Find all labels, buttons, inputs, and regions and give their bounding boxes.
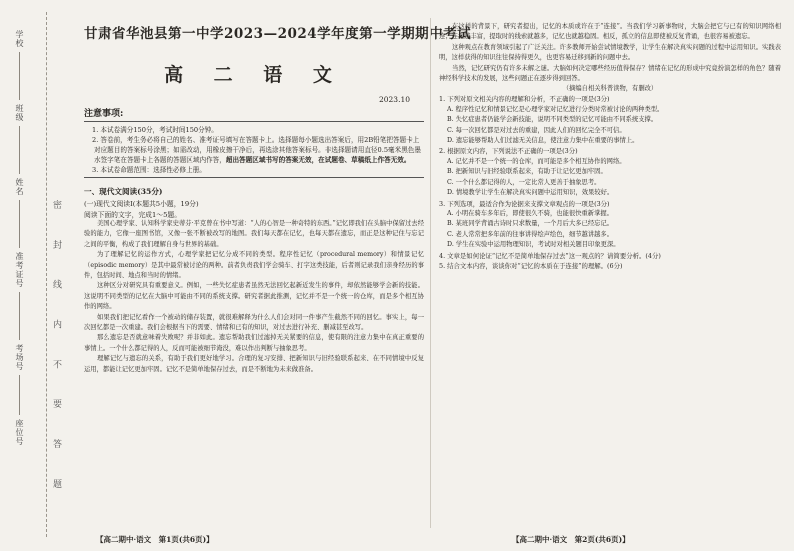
binding-field-exam-id: 准考证号: [15, 252, 24, 288]
question-option: D. 遗忘能够帮助人们过滤无关信息，使注意力集中在重要的事情上。: [447, 137, 639, 145]
question-option: A. 小明在骑车多年后，即使很久不骑，也能很快重新掌握。: [447, 209, 613, 217]
subject-title: 高 二 语 文: [164, 64, 344, 86]
question-option: C. 每一次回忆都是对过去的重建，因此人们的回忆完全不可信。: [447, 126, 626, 134]
passage-paragraph: 当然，记忆研究仍有许多未解之谜。大脑如何决定哪些经历值得保存？情绪在记忆的形成中究竟扮演怎样的角色？随着神经科学技术的发展，这些问题正在逐步得到回答。: [439, 64, 781, 83]
page-right: [439, 22, 781, 520]
passage-paragraph: 在这样的背景下，研究者提出，记忆的本质或许在于“连接”。当我们学习新事物时，大脑会把它与已有的知识网络相连；连接越丰富，提取时的线索就越多，记忆也就越稳固。相反，孤立的信息即使被反复背诵，也很容易被遗忘。: [439, 23, 781, 41]
exam-title: 甘肃省华池县第一中学2023—2024学年度第一学期期中考试: [84, 26, 472, 42]
question-option: A. 程序性记忆和情景记忆是心理学家对记忆进行分类时常被讨论的两种类型。: [447, 105, 664, 113]
note-highlight: 超出答题区域书写的答案无效，在试题卷、草稿纸上作答无效。: [225, 156, 411, 164]
reading-instruction: 阅读下面的文字，完成1～5题。: [84, 211, 182, 219]
question-option: C. 老人常常把多年前的往事讲得绘声绘色，细节越讲越多。: [447, 230, 614, 238]
question-option: B. 把新知识与旧经验联系起来，有助于让记忆更加牢固。: [447, 168, 607, 176]
seal-line-text: 密 封 线 内 不 要 答 题: [51, 200, 61, 503]
question-stem: 3. 下列选项，最适合作为论据来支撑文章观点的一项是(3分): [439, 199, 610, 208]
passage-paragraph: 为了理解记忆的运作方式，心理学家把记忆分成不同的类型。程序性记忆（procedural memory）和情景记忆（episodic memory）是其中最常被讨论的两种。前者负责我们学会骑车、打字这类技能，后者则记录我们亲身经历的事件，包括时间、地点和当时的情绪。: [84, 251, 424, 280]
passage-source: （摘编自相关科普读物，有删改）: [562, 85, 658, 93]
binding-field-seat: 座位号: [15, 419, 24, 446]
binding-field-room: 考场号: [15, 344, 24, 371]
page-footer-left: 【高二期中·语文 第1页(共6页)】: [96, 535, 214, 544]
passage-paragraph: 这种区分对研究具有重要意义。例如，一些失忆症患者虽然无法回忆起新近发生的事件，却依然能够学会新的技能。这说明不同类型的记忆在大脑中可能由不同的系统支撑。研究者据此推测，记忆并不是一个统一的仓库，而是多个相互协作的网络。: [84, 282, 424, 311]
subsection-title: (一)现代文阅读Ⅰ(本题共5小题，19分): [84, 200, 199, 208]
binding-strip: [0, 0, 72, 551]
page-footer-right: 【高二期中·语文 第2页(共6页)】: [512, 535, 630, 544]
question-option: B. 失忆症患者仍能学会新技能，说明不同类型的记忆可能由不同系统支撑。: [447, 116, 658, 124]
question-option: D. 学生在实验中运用物理知识，考试时对相关题目印象更深。: [447, 241, 620, 249]
notes-heading: 注意事项:: [84, 109, 124, 119]
passage-paragraph: 理解记忆与遗忘的关系，有助于我们更好地学习。合理的复习安排、把新知识与旧经验联系起来、在不同情境中反复运用，都能让记忆更加牢固。记忆不是简单地保存过去，而是不断地为未来做准备。: [84, 355, 424, 373]
question-option: D. 情境教学让学生在解决真实问题中运用知识，效果较好。: [447, 189, 614, 197]
question-stem: 1. 下列对原文相关内容的理解和分析，不正确的一项是(3分): [439, 95, 610, 104]
divider: [84, 121, 424, 122]
passage-paragraph: 那么遗忘是否就意味着失败呢？并非如此。遗忘帮助我们过滤掉无关紧要的信息，使有限的注意力集中在真正重要的事情上。一个什么都记得的人，反而可能被细节淹没，难以作出判断与抽象思考。: [84, 334, 424, 352]
page-left: [84, 22, 472, 542]
question-option: B. 某班同学背诵古诗时只求数量，一个月后大多已经忘记。: [447, 220, 614, 228]
note-item: 3. 本试卷命题范围：选择性必修上册。: [92, 166, 206, 174]
question-stem: 5. 结合文本内容，谈谈你对“记忆的本质在于连接”的理解。(6分): [439, 261, 623, 270]
passage-paragraph: 美国心理学家、认知科学家史蒂芬·平克曾在书中写道：“人的心智是一种奇特的东西。”记忆即我们在头脑中保留过去经验的能力，它像一座图书馆，又像一张不断被改写的地图。我们每天都在记忆，也每天都在遗忘，而正是这种记住与忘记之间的平衡，构成了我们理解自身与世界的基础。: [84, 220, 424, 248]
exam-date: 2023.10: [378, 95, 410, 104]
divider: [84, 177, 424, 178]
binding-fields: [14, 30, 25, 446]
cut-line: [46, 12, 47, 537]
note-item: 2. 答卷前，考生务必将自己的姓名、准考证号填写在答题卡上。选择题每小题选出答案后，用2B铅笔把答题卡上对应题目的答案标号涂黑；如需改动，用橡皮擦干净后，再选涂其他答案标号。非选择题请用直径0.5毫米黑色墨水签字笔在答题卡上各题的答题区域内作答，超出答题区域书写的答案无效，在试题卷、草稿纸上作答无效。: [92, 136, 421, 164]
passage-paragraph: 如果我们把记忆看作一个被动的储存装置，就很难解释为什么人们会对同一件事产生截然不同的回忆。事实上，每一次回忆都是一次重建。我们会根据当下的需要、情绪和已有的知识，对过去进行补充、删减甚至改写。: [84, 313, 424, 332]
passage-paragraph: 这种观点在教育领域引起了广泛关注。许多教师开始尝试情境教学，让学生在解决真实问题的过程中运用知识。实践表明，这样获得的知识往往保持得更久，也更容易迁移到新的问题中去。: [439, 43, 781, 62]
binding-field-school: 学校: [15, 30, 24, 48]
section-title: 一、现代文阅读(35分): [84, 187, 163, 196]
binding-field-class: 班级: [15, 104, 24, 122]
page-gutter: [430, 18, 431, 528]
note-item: 1. 本试卷满分150分，考试时间150分钟。: [92, 126, 218, 134]
binding-field-name: 姓名: [15, 178, 24, 196]
question-stem: 2. 根据原文内容，下列说法不正确的一项是(3分): [439, 147, 578, 156]
question-option: C. 一个什么都记得的人，一定比常人更善于抽象思考。: [447, 178, 601, 186]
question-option: A. 记忆并不是一个统一的仓库，而可能是多个相互协作的网络。: [447, 157, 626, 165]
question-stem: 4. 文章是如何论证“记忆不是简单地保存过去”这一观点的？请简要分析。(4分): [439, 251, 661, 260]
